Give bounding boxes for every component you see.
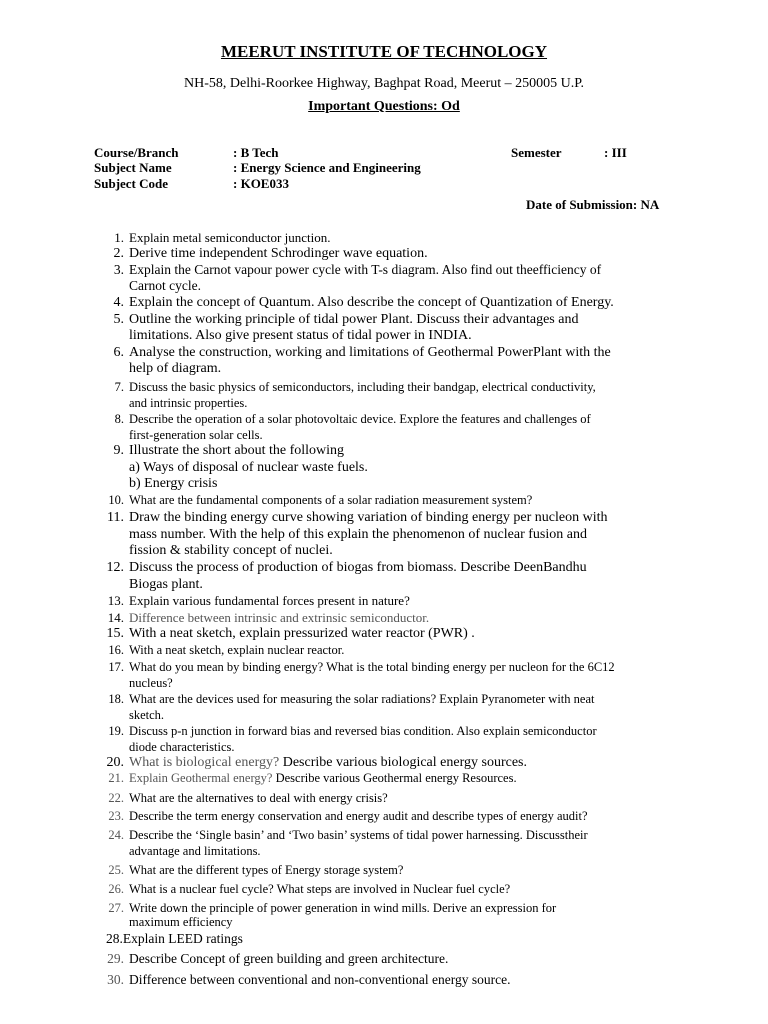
question-text: a) Ways of disposal of nuclear waste fuels. <box>129 459 368 475</box>
question-text: What is a nuclear fuel cycle? What steps are involved in Nuclear fuel cycle? <box>129 882 511 896</box>
question-text: Describe the term energy conservation and energy audit and describe types of energy audit? <box>129 809 588 823</box>
question-number: 7. <box>114 380 124 394</box>
question-number: 24. <box>108 828 124 842</box>
institute-title: MEERUT INSTITUTE OF TECHNOLOGY <box>220 42 548 61</box>
question-text: Carnot cycle. <box>129 278 201 293</box>
question-text: 28.Explain LEED ratings <box>106 931 243 946</box>
question-text: What are the fundamental components of a solar radiation measurement system? <box>129 493 533 507</box>
question-text: Outline the working principle of tidal power Plant. Discuss their advantages and <box>129 312 579 327</box>
question-number: 18. <box>108 692 124 706</box>
question-number: 5. <box>113 312 124 327</box>
semester-value: : III <box>604 145 627 160</box>
question-text: What is biological energy? Describe various biological energy sources. <box>129 755 527 770</box>
question-text: With a neat sketch, explain nuclear reactor. <box>129 643 345 657</box>
course-label: Course/Branch <box>94 145 179 160</box>
question-text: What are the devices used for measuring the solar radiations? Explain Pyranometer with neat <box>129 692 595 706</box>
question-text: fission & stability concept of nuclei. <box>129 543 333 558</box>
question-number: 8. <box>114 412 124 426</box>
question-text: Illustrate the short about the following <box>129 443 345 458</box>
question-text: What do you mean by binding energy? What is the total binding energy per nucleon for the 6C12 <box>129 660 615 674</box>
semester-label: Semester <box>511 145 562 160</box>
question-text: Biogas plant. <box>129 576 203 592</box>
question-text: Draw the binding energy curve showing variation of binding energy per nucleon with <box>129 510 608 525</box>
question-text: Describe Concept of green building and green architecture. <box>129 951 449 966</box>
question-number: 15. <box>106 626 124 641</box>
question-number: 14. <box>107 610 124 625</box>
question-text: Describe the operation of a solar photovoltaic device. Explore the features and challenges of <box>129 412 591 426</box>
question-number: 26. <box>108 882 124 896</box>
question-number: 13. <box>107 593 124 608</box>
question-text: help of diagram. <box>129 361 222 376</box>
question-number: 11. <box>107 510 124 525</box>
document-subtitle: Important Questions: Od <box>308 99 460 114</box>
question-number: 20. <box>106 755 124 770</box>
question-text: Discuss the process of production of biogas from biomass. Describe DeenBandhu <box>129 560 587 575</box>
question-text: Derive time independent Schrodinger wave equation. <box>129 246 428 261</box>
question-text: Explain metal semiconductor junction. <box>129 230 331 245</box>
subject-name-value: : Energy Science and Engineering <box>233 160 421 175</box>
question-number: 21. <box>108 771 124 785</box>
question-text: advantage and limitations. <box>129 844 261 858</box>
question-text: Explain Geothermal energy? Describe various Geothermal energy Resources. <box>129 771 517 785</box>
question-text: Explain various fundamental forces present in nature? <box>129 593 410 608</box>
question-text: Describe the ‘Single basin’ and ‘Two basin’ systems of tidal power harnessing. Discusstheir <box>129 828 588 842</box>
question-number: 4. <box>113 295 124 310</box>
question-number: 30. <box>107 972 124 987</box>
subject-name-label: Subject Name <box>94 160 172 175</box>
question-text: first-generation solar cells. <box>129 428 263 442</box>
question-number: 2. <box>113 246 124 261</box>
question-number: 9. <box>113 443 124 458</box>
question-number: 25. <box>108 863 124 877</box>
question-number: 6. <box>113 345 124 360</box>
question-text: What are the alternatives to deal with energy crisis? <box>129 791 388 805</box>
question-number: 27. <box>108 901 124 915</box>
question-text: With a neat sketch, explain pressurized water reactor (PWR) . <box>129 626 475 641</box>
question-number: 19. <box>108 724 124 738</box>
question-text: Explain the concept of Quantum. Also describe the concept of Quantization of Energy. <box>129 295 614 310</box>
institute-address: NH-58, Delhi-Roorkee Highway, Baghpat Road, Meerut – 250005 U.P. <box>184 76 584 91</box>
question-text: limitations. Also give present status of tidal power in INDIA. <box>129 328 472 343</box>
question-text: sketch. <box>129 708 165 722</box>
question-number: 10. <box>108 493 124 507</box>
course-value: : B Tech <box>233 145 279 160</box>
question-text: What are the different types of Energy storage system? <box>129 863 404 877</box>
question-number: 16. <box>108 643 124 657</box>
question-text: Explain the Carnot vapour power cycle with T-s diagram. Also find out theefficiency of <box>129 262 602 277</box>
question-text: nucleus? <box>129 676 173 690</box>
question-number: 23. <box>108 809 124 823</box>
subject-code-value: : KOE033 <box>233 176 289 191</box>
question-number: 3. <box>113 262 124 277</box>
question-text: b) Energy crisis <box>129 476 218 491</box>
question-text: Write down the principle of power generation in wind mills. Derive an expression for <box>129 901 557 915</box>
question-number: 12. <box>106 560 124 575</box>
question-number: 1. <box>114 230 124 245</box>
question-text: and intrinsic properties. <box>129 396 248 410</box>
question-text: Analyse the construction, working and limitations of Geothermal PowerPlant with the <box>129 345 611 360</box>
question-number: 22. <box>108 791 124 805</box>
question-text: Difference between intrinsic and extrinsic semiconductor. <box>129 610 430 625</box>
question-text: Discuss p-n junction in forward bias and reversed bias condition. Also explain semiconductor <box>129 724 597 738</box>
question-text: maximum efficiency <box>129 915 233 929</box>
question-number: 17. <box>108 660 124 674</box>
question-text: diode characteristics. <box>129 740 235 754</box>
question-text: Discuss the basic physics of semiconductors, including their bandgap, electrical conductivity, <box>129 380 596 394</box>
question-text: mass number. With the help of this explain the phenomenon of nuclear fusion and <box>129 526 587 542</box>
subject-code-label: Subject Code <box>94 176 169 191</box>
submission-date: Date of Submission: NA <box>526 197 660 212</box>
question-text: Difference between conventional and non-conventional energy source. <box>129 972 511 987</box>
question-number: 29. <box>107 951 124 966</box>
